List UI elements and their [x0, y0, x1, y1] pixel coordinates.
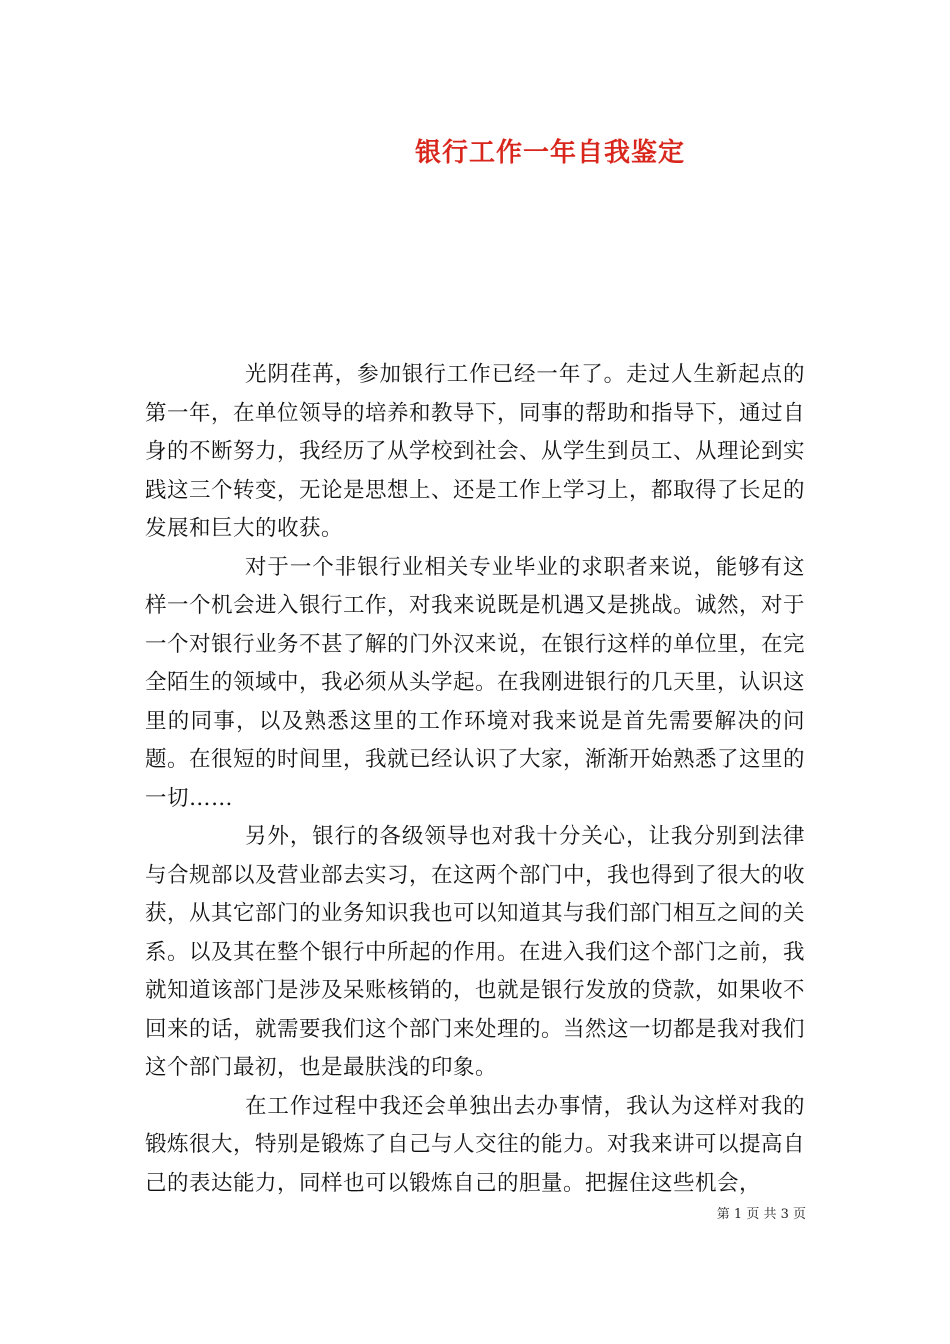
document-title: 银行工作一年自我鉴定: [414, 138, 685, 168]
document-body: [145, 356, 805, 1203]
paragraph-4: 在工作过程中我还会单独出去办事情，我认为这样对我的锻炼很大，特别是锻炼了自己与人交往的能力。对我来讲可以提高自己的表达能力，同样也可以锻炼自己的胆量。把握住这些机会，: [145, 1093, 806, 1196]
page-number-footer: 第 1 页 共 3 页: [716, 1207, 806, 1222]
paragraph-3: 另外，银行的各级领导也对我十分关心，让我分别到法律与合规部以及营业部去实习，在这两个部门中，我也得到了很大的收获，从其它部门的业务知识我也可以知道其与我们部门相互之间的关系。以及其在整个银行中所起的作用。在进入我们这个部门之前，我就知道该部门是涉及呆账核销的，也就是银行发放的贷款，如果收不回来的话，就需要我们这个部门来处理的。当然这一切都是我对我们这个部门最初，也是最肤浅的印象。: [145, 824, 806, 1080]
paragraph-1: 光阴荏苒，参加银行工作已经一年了。走过人生新起点的第一年，在单位领导的培养和教导下，同事的帮助和指导下，通过自身的不断努力，我经历了从学校到社会、从学生到员工、从理论到实践这三个转变，无论是思想上、还是工作上学习上，都取得了长足的发展和巨大的收获。: [145, 362, 806, 541]
paragraph-2: 对于一个非银行业相关专业毕业的求职者来说，能够有这样一个机会进入银行工作，对我来说既是机遇又是挑战。诚然，对于一个对银行业务不甚了解的门外汉来说，在银行这样的单位里，在完全陌生的领域中，我必须从头学起。在我刚进银行的几天里，认识这里的同事，以及熟悉这里的工作环境对我来说是首先需要解决的问题。在很短的时间里，我就已经认识了大家，渐渐开始熟悉了这里的一切……: [145, 554, 806, 811]
